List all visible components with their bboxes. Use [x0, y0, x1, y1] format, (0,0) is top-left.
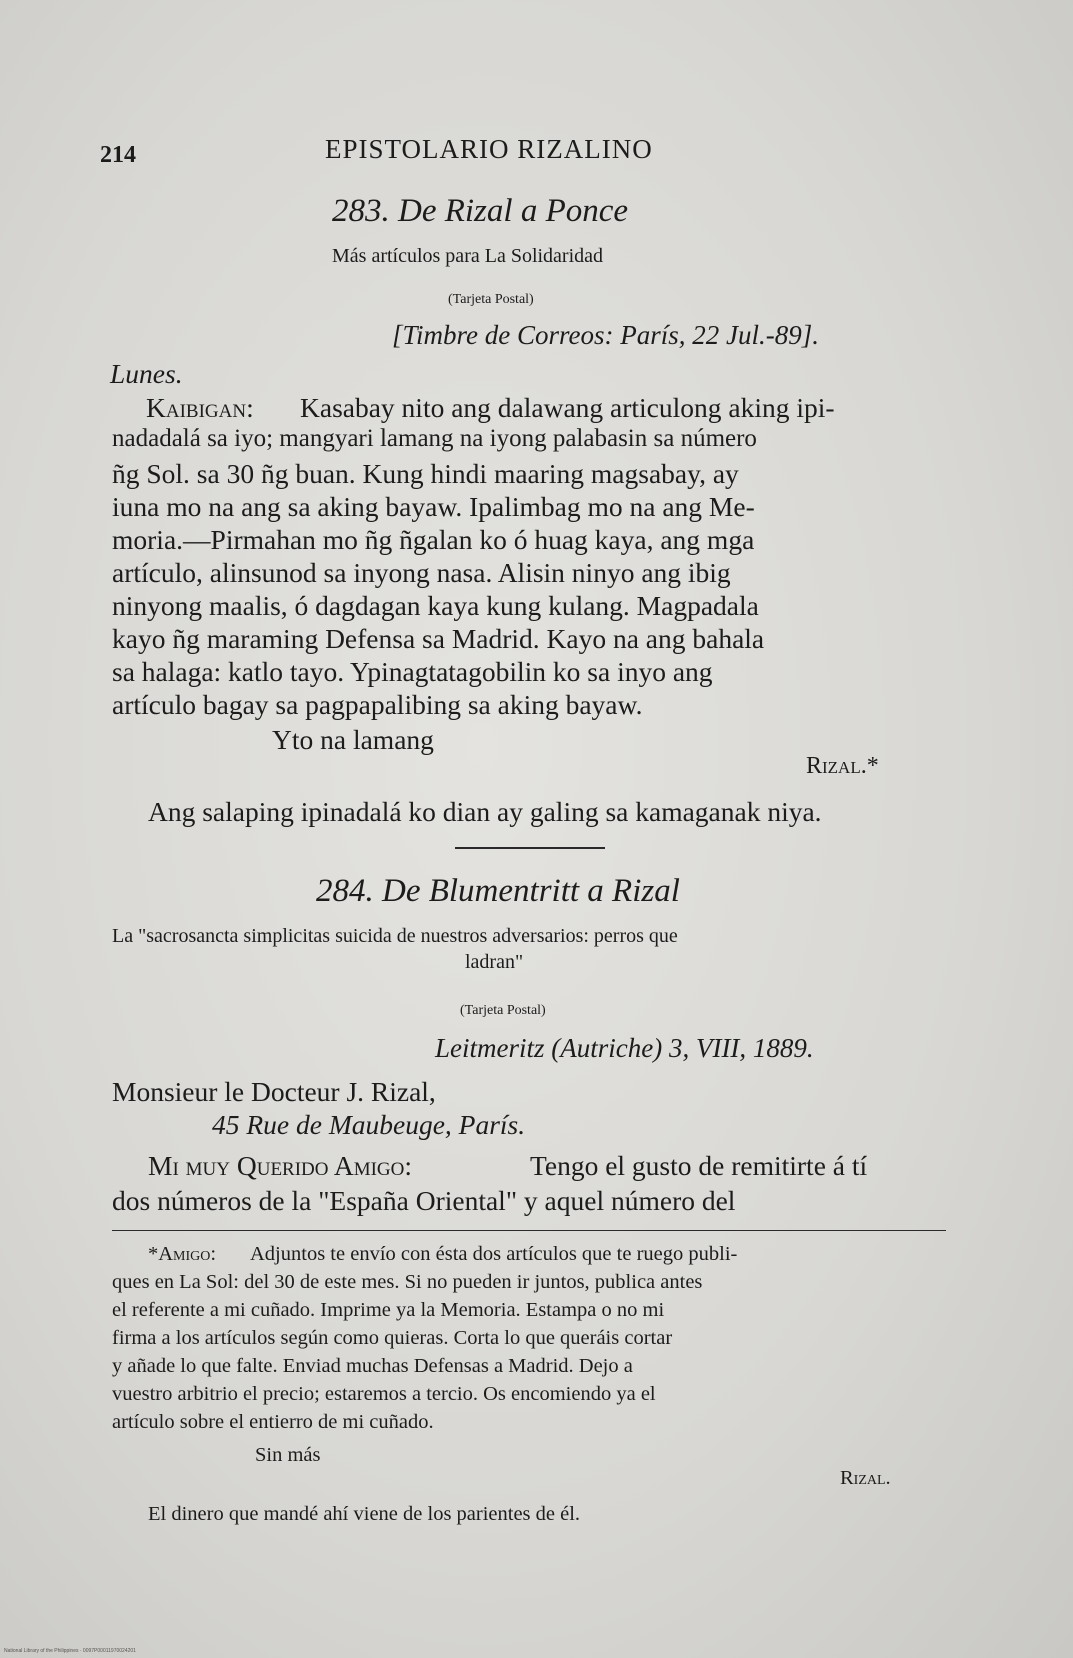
- page-number: 214: [100, 142, 136, 168]
- letter-283-heading: 283. De Rizal a Ponce: [332, 193, 629, 229]
- body-line: ñg Sol. sa 30 ñg buan. Kung hindi maaring magsabay, ay: [112, 458, 739, 489]
- letter-284-subtitle-line-1: La "sacrosancta simplicitas suicida de nuestros adversarios: perros que: [112, 925, 678, 947]
- letter-284-type: (Tarjeta Postal): [460, 1003, 546, 1018]
- letter-283-dateline: [Timbre de Correos: París, 22 Jul.-89].: [392, 320, 820, 350]
- library-watermark: National Library of the Philippines · 0097P00011970024201: [4, 1648, 136, 1654]
- body-line: nadadalá sa iyo; mangyari lamang na iyong palabasin sa número: [112, 425, 757, 452]
- letter-284-address-line-1: Monsieur le Docteur J. Rizal,: [112, 1076, 436, 1107]
- footnote-line: artículo sobre el entierro de mi cuñado.: [112, 1411, 434, 1433]
- letter-283-salutation: Kaibigan:: [146, 392, 254, 423]
- letter-283-signature: Rizal.*: [806, 753, 879, 779]
- body-line: Kasabay nito ang dalawang articulong aking ipi-: [300, 392, 835, 423]
- footnote-line: vuestro arbitrio el precio; estaremos a tercio. Os encomiendo ya el: [112, 1383, 656, 1405]
- body-line: Tengo el gusto de remitirte á tí: [530, 1150, 868, 1181]
- body-line: sa halaga: katlo tayo. Ypinagtatagobilin ko sa inyo ang: [112, 656, 713, 687]
- letter-284-heading: 284. De Blumentritt a Rizal: [316, 873, 680, 909]
- footnote-rule: [112, 1230, 946, 1231]
- footnote-line: y añade lo que falte. Enviad muchas Defensas a Madrid. Dejo a: [112, 1355, 633, 1377]
- section-divider: [455, 847, 605, 849]
- body-line: ninyong maalis, ó dagdagan kaya kung kulang. Magpadala: [112, 590, 759, 621]
- footnote-closing: Sin más: [255, 1444, 321, 1466]
- body-line: artículo bagay sa pagpapalibing sa aking bayaw.: [112, 689, 643, 720]
- body-line: dos números de la "España Oriental" y aquel número del: [112, 1185, 736, 1216]
- letter-283-closing: Yto na lamang: [272, 724, 434, 755]
- footnote-line: Adjuntos te envío con ésta dos artículos que te ruego publi-: [250, 1243, 738, 1265]
- running-title: EPISTOLARIO RIZALINO: [325, 134, 653, 164]
- footnote-lead: *Amigo:: [148, 1243, 217, 1265]
- body-line: kayo ñg maraming Defensa sa Madrid. Kayo na ang bahala: [112, 623, 765, 654]
- letter-283-subtitle: Más artículos para La Solidaridad: [332, 245, 604, 267]
- letter-284-subtitle-line-2: ladran": [465, 951, 524, 973]
- body-line: artículo, alinsunod sa inyong nasa. Alisin ninyo ang ibig: [112, 557, 731, 588]
- body-line: iuna mo na ang sa aking bayaw. Ipalimbag mo na ang Me-: [112, 491, 755, 522]
- letter-283-postscript: Ang salaping ipinadalá ko dian ay galing sa kamaganak niya.: [148, 796, 822, 827]
- footnote-signature: Rizal.: [840, 1467, 891, 1489]
- footnote-postscript: El dinero que mandé ahí viene de los parientes de él.: [148, 1503, 581, 1525]
- letter-284-salutation: Mi muy Querido Amigo:: [148, 1150, 413, 1181]
- footnote-line: ques en La Sol: del 30 de este mes. Si no pueden ir juntos, publica antes: [112, 1271, 703, 1293]
- footnote-line: firma a los artículos según como quieras. Corta lo que queráis cortar: [112, 1327, 673, 1349]
- letter-283-day: Lunes.: [110, 358, 183, 389]
- letter-284-address-line-2: 45 Rue de Maubeuge, París.: [212, 1109, 526, 1140]
- footnote-line: el referente a mi cuñado. Imprime ya la Memoria. Estampa o no mi: [112, 1299, 665, 1321]
- letter-284-dateline: Leitmeritz (Autriche) 3, VIII, 1889.: [435, 1033, 814, 1063]
- letter-283-type: (Tarjeta Postal): [448, 292, 534, 307]
- body-line: moria.—Pirmahan mo ñg ñgalan ko ó huag kaya, ang mga: [112, 524, 755, 555]
